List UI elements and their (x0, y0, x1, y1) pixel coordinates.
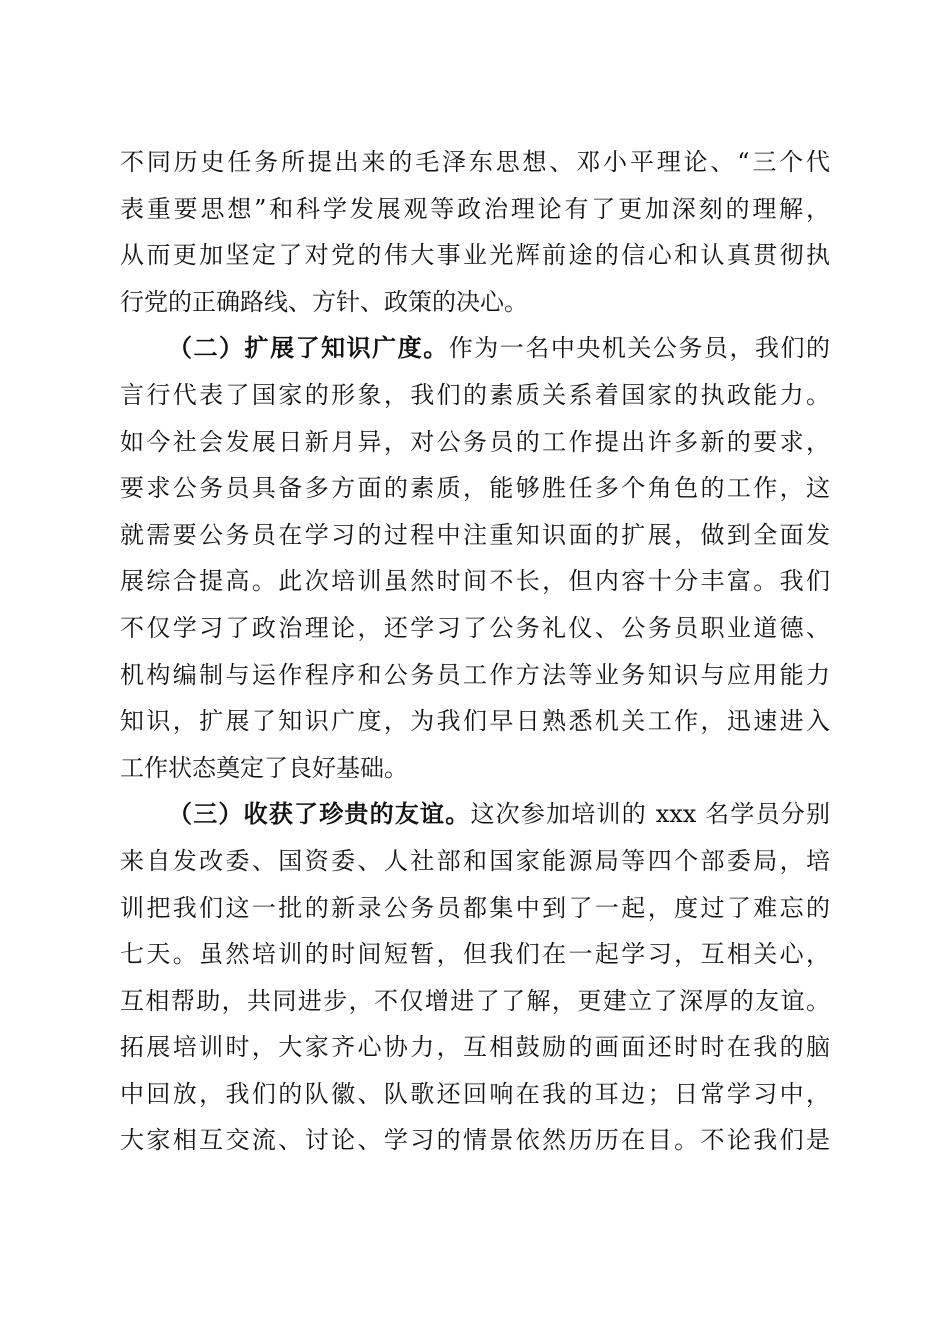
text-line: 言行代表了国家的形象，我们的素质关系着国家的执政能力。 (120, 380, 830, 409)
text-line: 大家相互交流、讨论、学习的情景依然历历在目。不论我们是 (120, 1126, 830, 1155)
text-line: 就需要公务员在学习的过程中注重知识面的扩展，做到全面发 (120, 520, 830, 549)
text-line: 训把我们这一批的新录公务员都集中到了一起，度过了难忘的 (120, 893, 830, 922)
text-line: 拓展培训时，大家齐心协力，互相鼓励的画面还时时在我的脑 (120, 1033, 830, 1062)
text-line: 工作状态奠定了良好基础。 (120, 753, 408, 782)
text-line: 机构编制与运作程序和公务员工作方法等业务知识与应用能力 (120, 660, 830, 689)
text-line: 不同历史任务所提出来的毛泽东思想、邓小平理论、“三个代 (120, 148, 830, 176)
text-line: 要求公务员具备多方面的素质，能够胜任多个角色的工作，这 (120, 474, 830, 503)
document-body (120, 139, 830, 1164)
paragraph-first-line (120, 791, 830, 838)
text-line: 展综合提高。此次培训虽然时间不长，但内容十分丰富。我们 (120, 567, 830, 596)
text-line: 行党的正确路线、方针、政策的决心。 (120, 287, 528, 316)
text-line: 来自发改委、国资委、人社部和国家能源局等四个部委局，培 (120, 846, 830, 875)
text-fragment: 作为一名中央机关公务员，我们的 (448, 334, 831, 363)
text-line: 如今社会发展日新月异，对公务员的工作提出许多新的要求， (120, 427, 830, 456)
paragraph-first-line (120, 325, 830, 372)
text-line: 七天。虽然培训的时间短暂，但我们在一起学习，互相关心， (120, 940, 830, 969)
section-heading-2: （二）扩展了知识广度。 (168, 333, 449, 363)
text-line: 表重要思想”和科学发展观等政治理论有了更加深刻的理解， (120, 194, 830, 223)
text-fragment: 这次参加培训的 xxx 名学员分别 (470, 800, 830, 829)
text-line: 互相帮助，共同进步，不仅增进了了解，更建立了深厚的友谊。 (120, 986, 830, 1015)
text-line: 知识，扩展了知识广度，为我们早日熟悉机关工作，迅速进入 (120, 707, 830, 736)
section-heading-3: （三）收获了珍贵的友谊。 (168, 799, 471, 829)
text-line: 不仅学习了政治理论，还学习了公务礼仪、公务员职业道德、 (120, 613, 830, 642)
text-line: 从而更加坚定了对党的伟大事业光辉前途的信心和认真贯彻执 (120, 241, 830, 270)
text-line: 中回放，我们的队徽、队歌还回响在我的耳边；日常学习中， (120, 1079, 830, 1108)
